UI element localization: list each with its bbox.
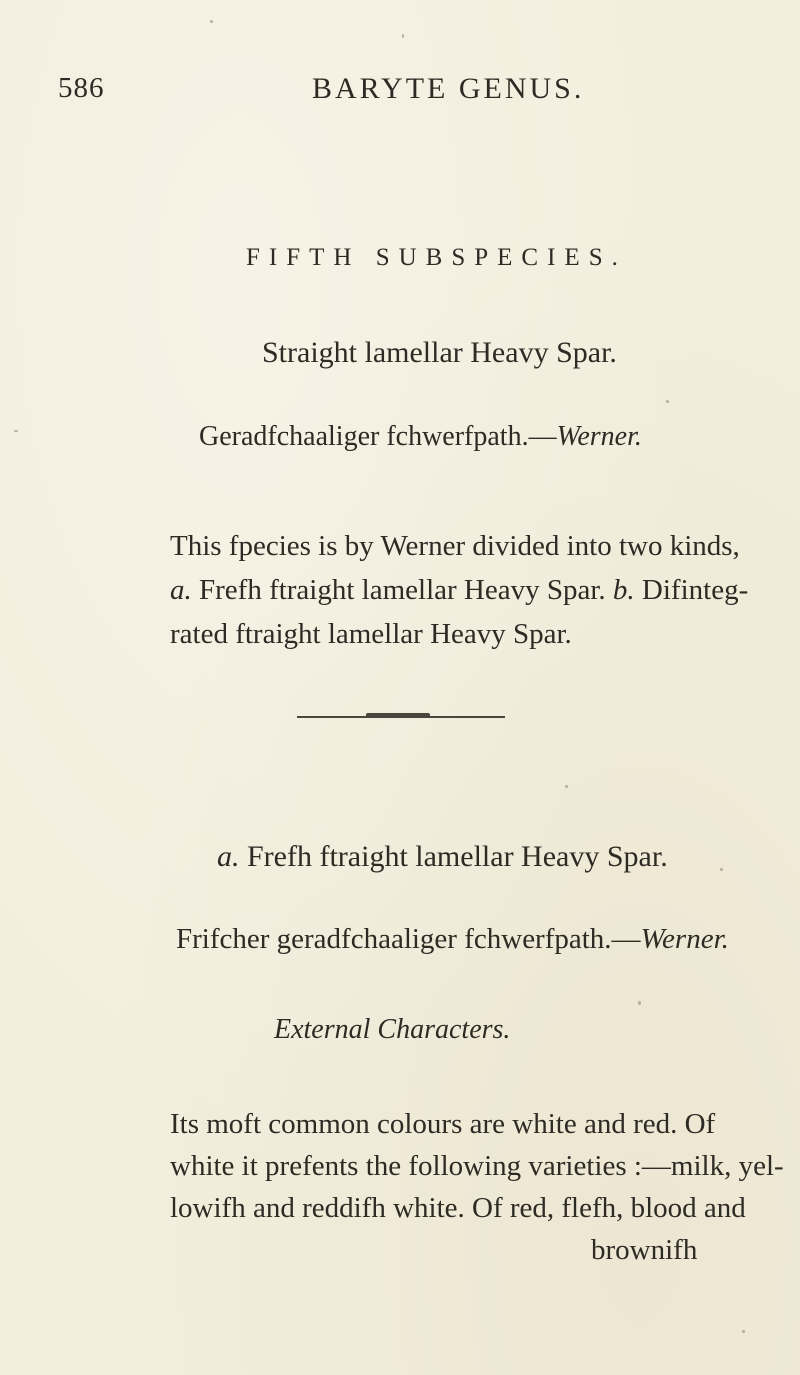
- german-synonym-text: Geradfchaaliger fchwerfpath.—: [199, 421, 557, 452]
- paper-speck: [720, 868, 723, 871]
- subspecies-heading: FIFTH SUBSPECIES.: [246, 244, 627, 271]
- section-divider-ornament: [366, 713, 430, 718]
- paragraph-line: This fpecies is by Werner divided into two kinds,: [170, 530, 740, 562]
- paragraph-line: white it prefents the following varieties :—milk, yel-: [170, 1150, 784, 1182]
- paper-speck: [638, 1001, 641, 1005]
- kind-a-german-synonym: [176, 923, 729, 956]
- paragraph-line: lowifh and reddifh white. Of red, flefh, blood and: [170, 1192, 746, 1224]
- paper-speck: [742, 1330, 745, 1333]
- kind-a-text: Frefh ftraight lamellar Heavy Spar.: [191, 574, 613, 606]
- kind-a-heading-title: Frefh ftraight lamellar Heavy Spar.: [239, 840, 668, 873]
- kind-label-b: b.: [612, 574, 635, 606]
- german-synonym-authority: Werner.: [556, 421, 642, 452]
- paper-speck: [666, 400, 669, 403]
- running-head: BARYTE GENUS.: [312, 72, 585, 105]
- page-number: 586: [58, 72, 105, 104]
- paper-speck: [14, 430, 18, 432]
- paper-speck: [565, 785, 568, 788]
- paragraph-line: Its moft common colours are white and red. Of: [170, 1108, 716, 1140]
- catchword: brownifh: [591, 1234, 698, 1266]
- kind-b-text: Difinteg-: [634, 574, 749, 606]
- external-characters-heading: External Characters.: [274, 1014, 511, 1045]
- kind-label-a: a.: [170, 574, 192, 606]
- kind-a-german-authority: Werner.: [640, 923, 729, 955]
- kind-a-german-text: Frifcher geradfchaaliger fchwerfpath.—: [176, 923, 641, 955]
- german-synonym: [199, 421, 642, 453]
- kind-a-heading-label: a.: [217, 840, 240, 873]
- paper-speck: [210, 20, 213, 23]
- kind-a-heading: [217, 840, 668, 874]
- species-title: Straight lamellar Heavy Spar.: [262, 336, 617, 369]
- paragraph-line: [170, 574, 748, 607]
- paragraph-line: rated ftraight lamellar Heavy Spar.: [170, 618, 572, 650]
- paper-speck: [402, 34, 404, 38]
